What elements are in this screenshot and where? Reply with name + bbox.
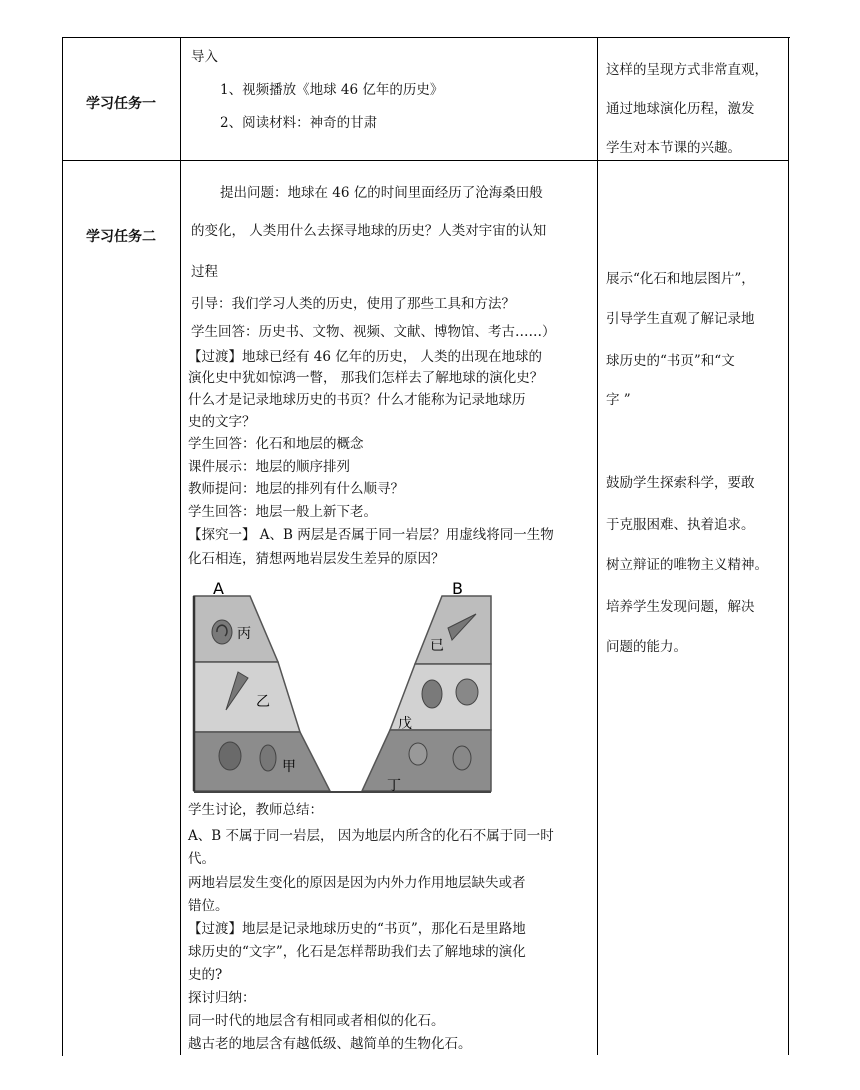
snail-fossil-icon — [212, 620, 232, 644]
task-2-content-line: 课件展示：地层的顺序排列 — [188, 459, 350, 475]
task-2-note-line: 展示“化石和地层图片”， — [606, 271, 755, 287]
task-2-content-line: 球历史的“文字”，化石是怎样帮助我们去了解地球的演化 — [188, 944, 526, 960]
layer-label-b2: 戊 — [398, 716, 412, 732]
task-2-content-line: 化石相连，猜想两地岩层发生差异的原因？ — [188, 551, 445, 567]
task-2-content-line: 【探究一】 A、B 两层是否属于同一岩层？用虚线将同一生物 — [188, 527, 554, 543]
task-2-label: 学习任务二 — [86, 229, 156, 245]
task-1-note-line: 学生对本节课的兴趣。 — [606, 140, 741, 156]
task-2-content-line: 引导：我们学习人类的历史，使用了那些工具和方法？ — [191, 296, 515, 312]
task-2-note-line: 引导学生直观了解记录地 — [606, 311, 755, 327]
task-2-note-line: 鼓励学生探索科学，要敢 — [606, 475, 755, 491]
pot-fossil-icon — [219, 742, 241, 770]
task-2-content-line: 提出问题：地球在 46 亿的时间里面经历了沧海桑田般 — [220, 185, 543, 201]
task-2-content-line: 教师提问：地层的排列有什么顺寻？ — [188, 481, 404, 497]
task-2-note-line: 球历史的“书页”和“文 — [606, 353, 735, 369]
spiral-fossil-icon — [409, 743, 427, 765]
pot-fossil-icon — [456, 679, 478, 705]
task-2-note-line: 问题的能力。 — [606, 639, 687, 655]
layer-label-a2: 乙 — [256, 694, 270, 710]
task-2-content-line: 【过渡】地层是记录地球历史的“书页”，那化石是里路地 — [188, 921, 526, 937]
task-2-content-line: 越古老的地层含有越低级、越简单的生物化石。 — [188, 1036, 472, 1052]
task-2-content-line: 学生回答：化石和地层的概念 — [188, 436, 364, 452]
snail-fossil-icon — [422, 680, 442, 708]
rock-strata-diagram — [190, 578, 495, 796]
layer-label-b3: 丁 — [387, 778, 401, 794]
task-2-content-line: 同一时代的地层含有相同或者相似的化石。 — [188, 1013, 445, 1029]
task-2-content-line: 学生回答：地层一般上新下老。 — [188, 504, 377, 520]
task-2-content-line: 探讨归纳： — [188, 990, 256, 1006]
task-2-content-line: 史的? — [188, 967, 223, 983]
site-a-label: A — [213, 579, 224, 598]
task-1-content-line: 2、阅读材料：神奇的甘肃 — [220, 115, 378, 131]
task-1-content-line: 1、视频播放《地球 46 亿年的历史》 — [220, 82, 444, 98]
task-2-note-line: 树立辩证的唯物主义精神。 — [606, 557, 768, 573]
layer-label-a1: 丙 — [237, 626, 251, 642]
task-1-content-line: 导入 — [191, 49, 218, 65]
task-2-content-line: 代。 — [188, 851, 215, 867]
task-2-content-line: 【过渡】地球已经有 46 亿年的历史， 人类的出现在地球的 — [188, 349, 543, 365]
task-2-note-line: 于克服困难、执着追求。 — [606, 517, 755, 533]
task-1-label: 学习任务一 — [86, 96, 156, 112]
table-right-border — [788, 37, 789, 1055]
snail-fossil-icon — [260, 745, 276, 771]
column-divider — [180, 37, 181, 1055]
site-b-label: B — [452, 579, 463, 598]
task-2-content-line: 两地岩层发生变化的原因是因为内外力作用地层缺失或者 — [188, 875, 526, 891]
pot-fossil-icon — [453, 746, 471, 770]
task-2-content-line: 过程 — [191, 264, 218, 280]
task-2-content-line: A、B 不属于同一岩层， 因为地层内所含的化石不属于同一时 — [188, 828, 554, 844]
column-divider — [597, 37, 598, 1055]
layer-label-b1: 已 — [430, 638, 444, 654]
task-2-content-line: 演化史中犹如惊鸿一瞥， 那我们怎样去了解地球的演化史？ — [188, 370, 544, 386]
task-2-content-line: 的变化， 人类用什么去探寻地球的历史？人类对宇宙的认知 — [191, 223, 547, 239]
task-2-content-line: 学生回答：历史书、文物、视频、文献、博物馆、考古……） — [191, 324, 556, 340]
task-2-content-line: 学生讨论，教师总结： — [188, 802, 323, 818]
task-2-content-line: 什么才是记录地球历史的书页？什么才能称为记录地球历 — [188, 392, 526, 408]
task-2-note-line: 培养学生发现问题，解决 — [606, 599, 755, 615]
task-2-note-line: 字 ” — [606, 392, 631, 408]
layer-label-a3: 甲 — [282, 759, 296, 775]
task-1-note-line: 这样的呈现方式非常直观， — [606, 62, 768, 78]
row-divider — [62, 160, 789, 161]
task-2-content-line: 史的文字？ — [188, 414, 256, 430]
task-2-content-line: 错位。 — [188, 898, 229, 914]
task-1-note-line: 通过地球演化历程，激发 — [606, 101, 755, 117]
